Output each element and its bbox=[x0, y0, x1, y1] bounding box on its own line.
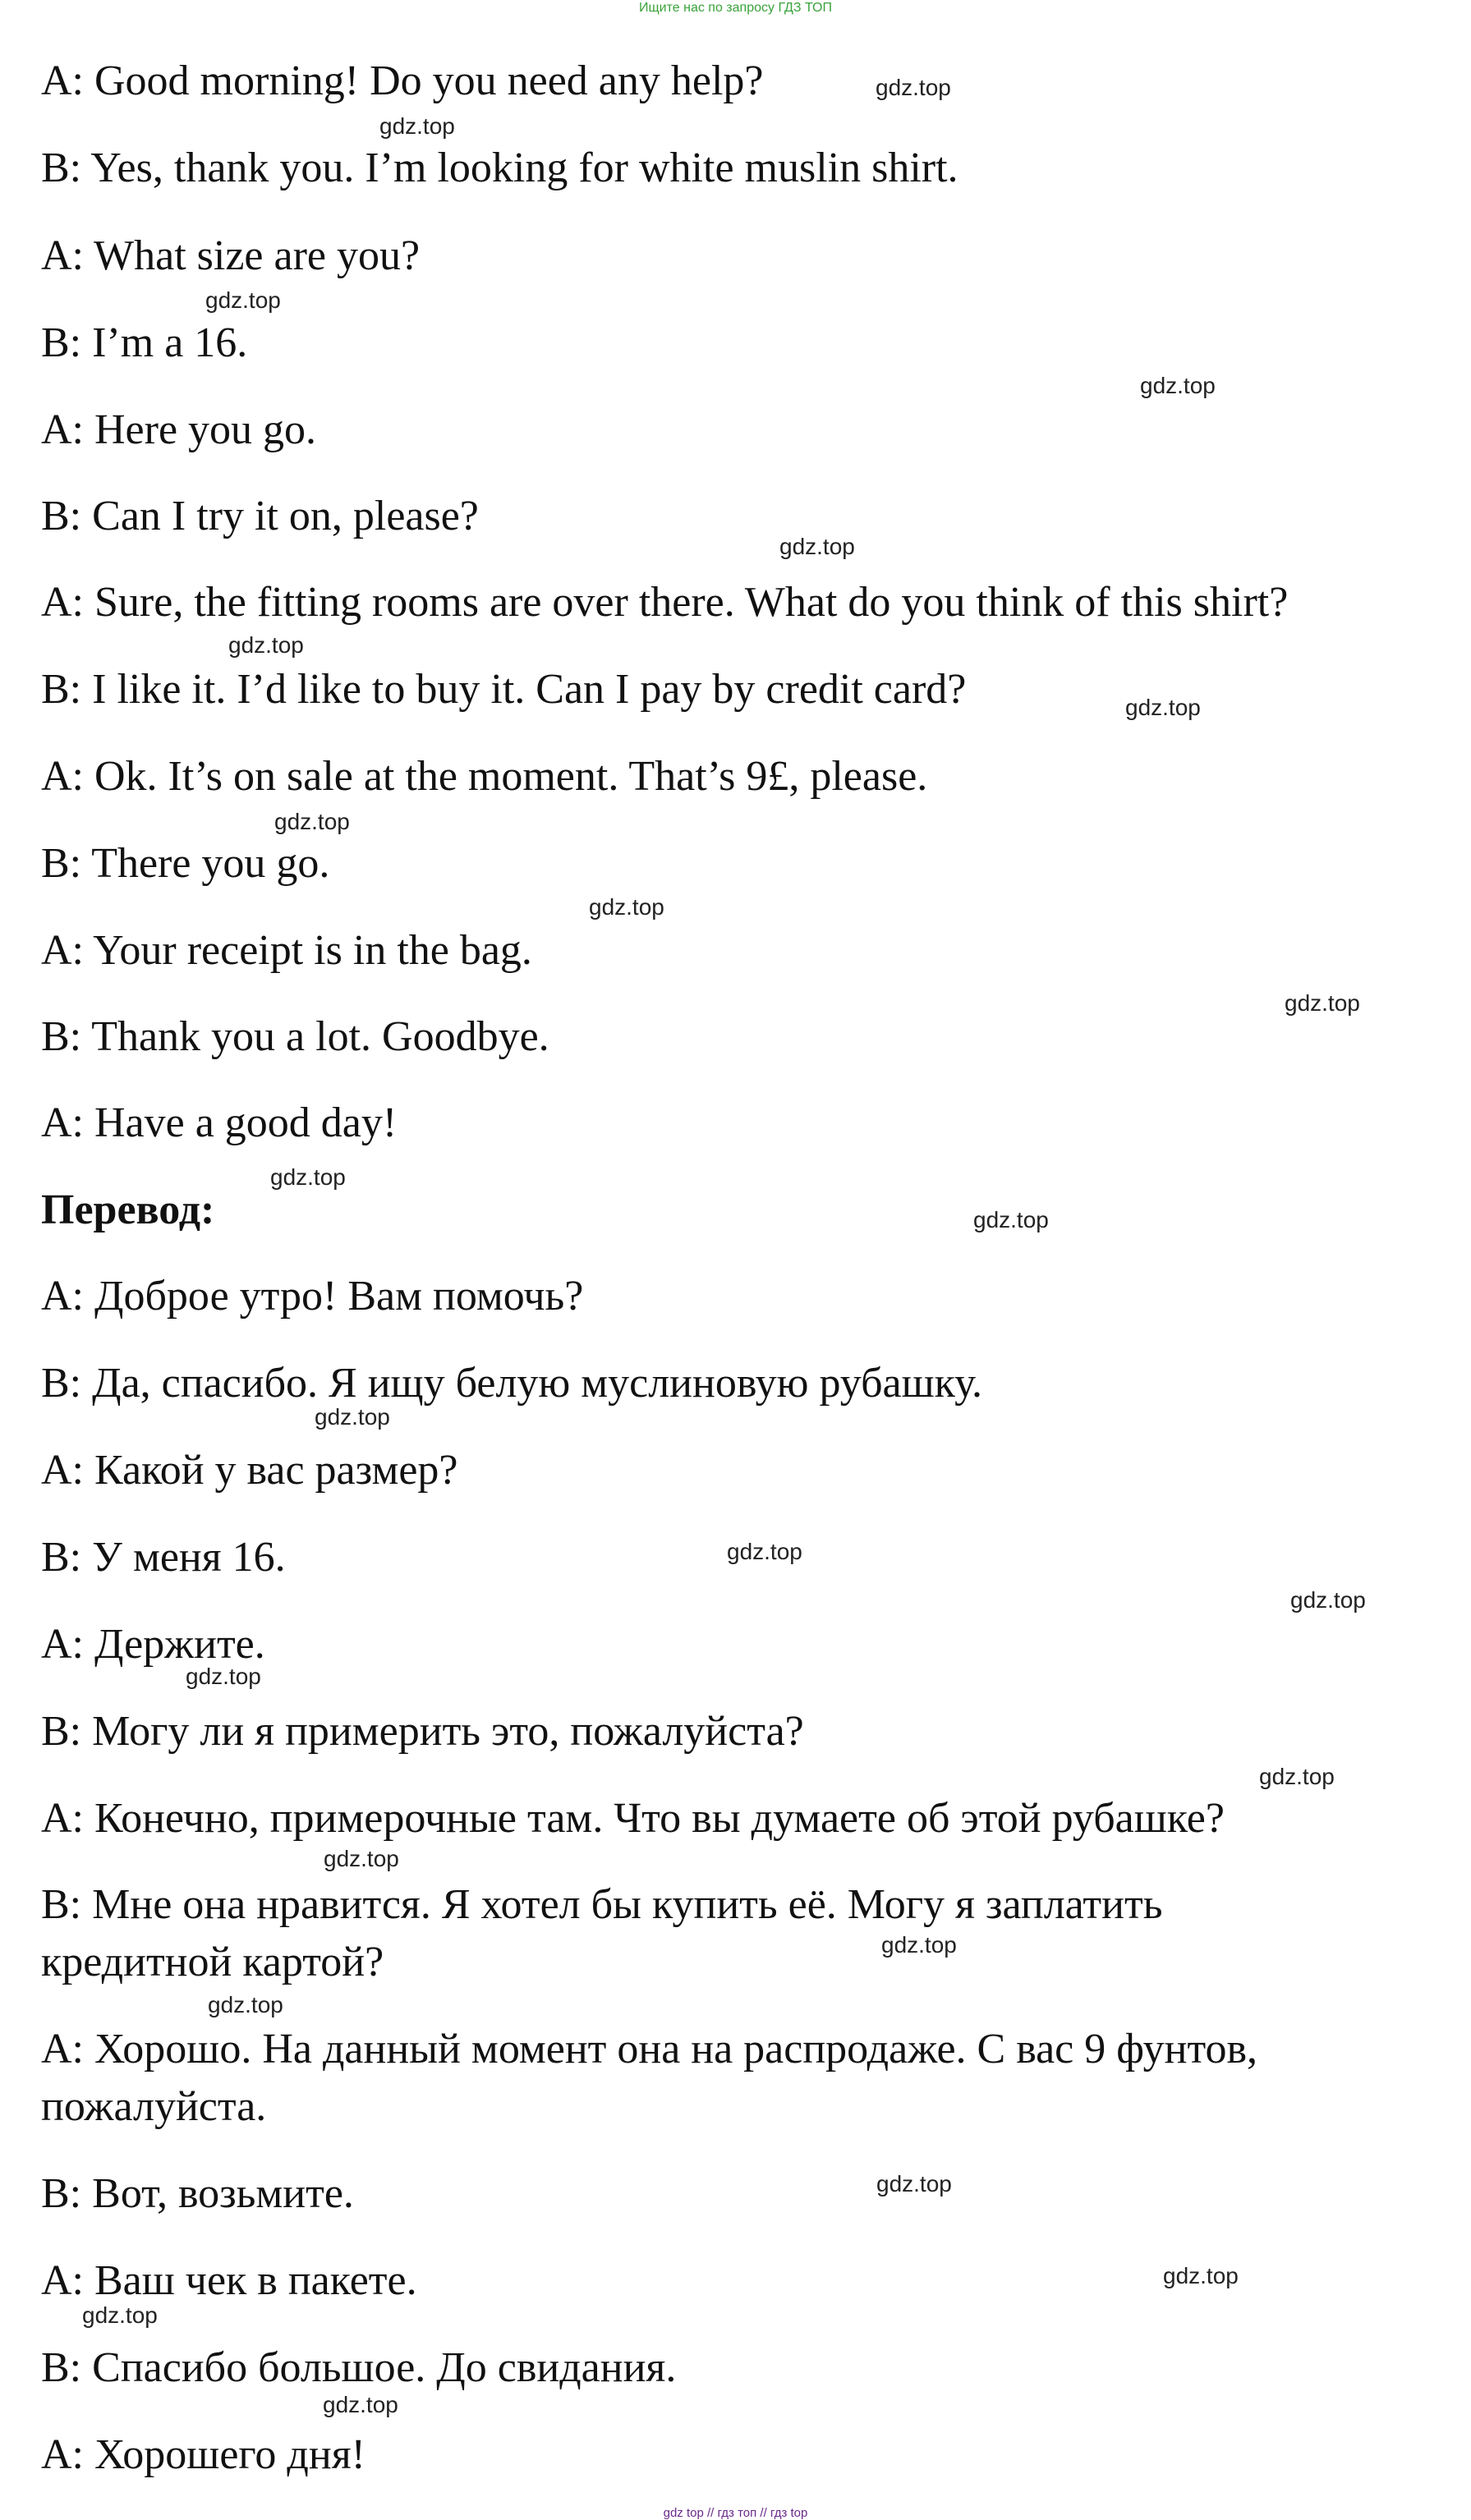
watermark: gdz.top bbox=[876, 2171, 952, 2196]
dialogue-line-ru-4: B: У меня 16. bbox=[41, 1534, 286, 1581]
dialogue-line-en-10: B: There you go. bbox=[41, 840, 330, 887]
watermark: gdz.top bbox=[589, 894, 664, 920]
watermark: gdz.top bbox=[779, 534, 855, 559]
dialogue-line-en-11: A: Your receipt is in the bag. bbox=[41, 927, 532, 974]
dialogue-line-en-8: B: I like it. I’d like to buy it. Can I pay by credit card? bbox=[41, 666, 967, 713]
watermark: gdz.top bbox=[973, 1207, 1049, 1232]
translation-heading: Перевод: bbox=[41, 1187, 215, 1233]
dialogue-line-ru-9-cont: пожалуйста. bbox=[41, 2083, 267, 2130]
dialogue-line-ru-5: A: Держите. bbox=[41, 1621, 265, 1668]
watermark: gdz.top bbox=[315, 1404, 390, 1430]
dialogue-line-en-7: A: Sure, the fitting rooms are over there. What do you think of this shirt? bbox=[41, 579, 1289, 626]
watermark: gdz.top bbox=[228, 632, 304, 658]
dialogue-line-en-5: A: Here you go. bbox=[41, 406, 317, 453]
footer-links: gdz top // гдз топ // гдз top bbox=[663, 2506, 808, 2520]
dialogue-line-ru-1: A: Доброе утро! Вам помочь? bbox=[41, 1273, 584, 1320]
watermark: gdz.top bbox=[274, 809, 350, 834]
dialogue-line-ru-10: B: Вот, возьмите. bbox=[41, 2170, 354, 2217]
dialogue-line-ru-8: B: Мне она нравится. Я хотел бы купить её. Могу я заплатить bbox=[41, 1881, 1163, 1928]
watermark: gdz.top bbox=[876, 75, 951, 100]
watermark: gdz.top bbox=[727, 1539, 802, 1564]
watermark: gdz.top bbox=[208, 1992, 283, 2017]
watermark: gdz.top bbox=[881, 1932, 957, 1958]
dialogue-line-en-12: B: Thank you a lot. Goodbye. bbox=[41, 1013, 549, 1060]
watermark: gdz.top bbox=[1259, 1764, 1335, 1789]
watermark: gdz.top bbox=[82, 2302, 158, 2328]
watermark: gdz.top bbox=[379, 113, 455, 139]
watermark: gdz.top bbox=[270, 1164, 346, 1190]
watermark: gdz.top bbox=[1140, 373, 1216, 398]
watermark: gdz.top bbox=[324, 1846, 399, 1871]
watermark: gdz.top bbox=[323, 2392, 398, 2417]
dialogue-line-en-4: B: I’m a 16. bbox=[41, 319, 248, 366]
watermark: gdz.top bbox=[205, 287, 281, 313]
dialogue-line-ru-8-cont: кредитной картой? bbox=[41, 1939, 384, 1985]
dialogue-line-en-6: B: Can I try it on, please? bbox=[41, 493, 479, 539]
dialogue-line-ru-2: B: Да, спасибо. Я ищу белую муслиновую рубашку. bbox=[41, 1360, 982, 1407]
watermark: gdz.top bbox=[1163, 2263, 1239, 2288]
dialogue-line-ru-11: A: Ваш чек в пакете. bbox=[41, 2257, 417, 2304]
dialogue-line-ru-6: B: Могу ли я примерить это, пожалуйста? bbox=[41, 1708, 804, 1755]
watermark: gdz.top bbox=[186, 1664, 261, 1689]
dialogue-line-en-3: A: What size are you? bbox=[41, 232, 421, 279]
dialogue-line-en-1: A: Good morning! Do you need any help? bbox=[41, 57, 764, 104]
top-banner: Ищите нас по запросу ГДЗ ТОП bbox=[639, 1, 832, 15]
watermark: gdz.top bbox=[1290, 1587, 1366, 1613]
dialogue-line-en-13: A: Have a good day! bbox=[41, 1099, 398, 1146]
dialogue-line-ru-3: A: Какой у вас размер? bbox=[41, 1447, 458, 1494]
watermark: gdz.top bbox=[1125, 695, 1201, 720]
dialogue-line-ru-9: A: Хорошо. На данный момент она на распродаже. С вас 9 фунтов, bbox=[41, 2026, 1258, 2072]
watermark: gdz.top bbox=[1285, 990, 1360, 1016]
dialogue-line-ru-7: A: Конечно, примерочные там. Что вы думаете об этой рубашке? bbox=[41, 1795, 1225, 1842]
dialogue-line-en-2: B: Yes, thank you. I’m looking for white muslin shirt. bbox=[41, 145, 958, 191]
dialogue-line-en-9: A: Ok. It’s on sale at the moment. That’s 9£, please. bbox=[41, 753, 928, 800]
dialogue-line-ru-12: B: Спасибо большое. До свидания. bbox=[41, 2344, 677, 2391]
dialogue-line-ru-13: A: Хорошего дня! bbox=[41, 2431, 365, 2478]
